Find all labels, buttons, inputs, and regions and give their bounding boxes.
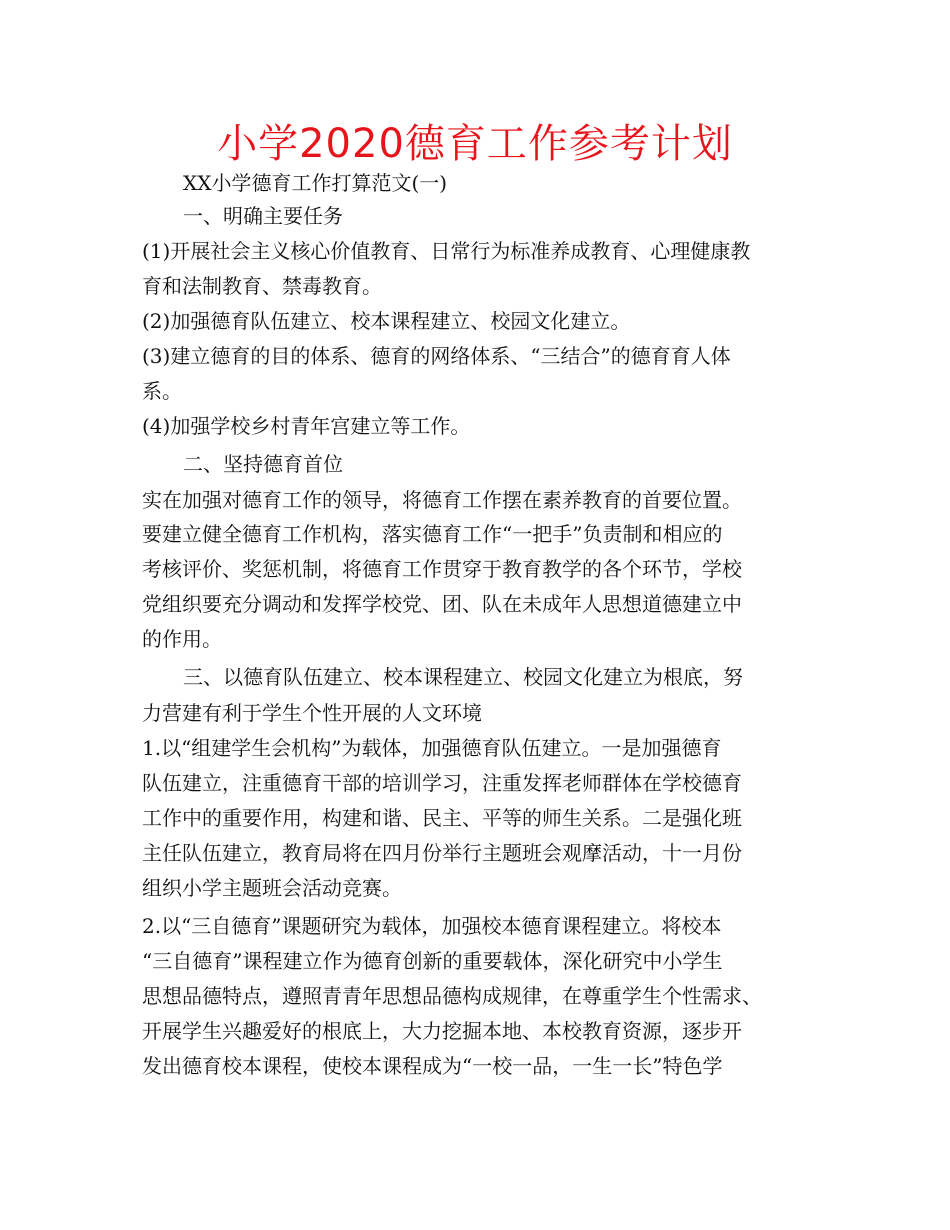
text-line: 组织小学主题班会活动竞赛。 (142, 876, 402, 900)
text-line: 队伍建立，注重德育干部的培训学习，注重发挥老师群体在学校德育 (142, 771, 742, 795)
text-line: 的作用。 (142, 627, 222, 651)
text-line: 力营建有利于学生个性开展的人文环境 (142, 701, 482, 725)
text-line: 党组织要充分调动和发挥学校党、团、队在未成年人思想道德建立中 (142, 592, 742, 616)
text-line: 考核评价、奖惩机制，将德育工作贯穿于教育教学的各个环节，学校 (142, 557, 742, 581)
text-line: 要建立健全德育工作机构，落实德育工作“一把手”负责制和相应的 (142, 522, 723, 546)
text-line: 发出德育校本课程，使校本课程成为“一校一品，一生一长”特色学 (142, 1054, 723, 1078)
text-line: (4)加强学校乡村青年宫建立等工作。 (142, 414, 471, 438)
text-line: (1)开展社会主义核心价值教育、日常行为标准养成教育、心理健康教 (142, 239, 751, 263)
text-line: 2.以“三自德育”课题研究为载体，加强校本德育课程建立。将校本 (142, 914, 722, 938)
text-line: 开展学生兴趣爱好的根底上，大力挖掘本地、本校教育资源，逐步开 (142, 1019, 742, 1043)
text-line: 主任队伍建立，教育局将在四月份举行主题班会观摩活动，十一月份 (142, 841, 742, 865)
text-line: 系。 (142, 379, 182, 403)
section-heading: 二、坚持德育首位 (183, 452, 343, 476)
text-line: 育和法制教育、禁毒教育。 (142, 274, 382, 298)
text-line: 1.以“组建学生会机构”为载体，加强德育队伍建立。一是加强德育 (142, 736, 722, 760)
text-line: 工作中的重要作用，构建和谐、民主、平等的师生关系。二是强化班 (142, 806, 742, 830)
text-line: XX小学德育工作打算范文(一) (183, 171, 448, 195)
text-line: 实在加强对德育工作的领导，将德育工作摆在素养教育的首要位置。 (142, 488, 742, 512)
document-title: 小学2020德育工作参考计划 (217, 121, 733, 167)
text-line: “三自德育”课程建立作为德育创新的重要载体，深化研究中小学生 (142, 949, 723, 973)
text-line: (3)建立德育的目的体系、德育的网络体系、“三结合”的德育育人体 (142, 344, 731, 368)
section-heading: 一、明确主要任务 (183, 204, 343, 228)
text-line: (2)加强德育队伍建立、校本课程建立、校园文化建立。 (142, 309, 631, 333)
text-line: 思想品德特点，遵照青青年思想品德构成规律，在尊重学生个性需求、 (142, 984, 762, 1008)
section-heading: 三、以德育队伍建立、校本课程建立、校园文化建立为根底，努 (183, 665, 743, 689)
